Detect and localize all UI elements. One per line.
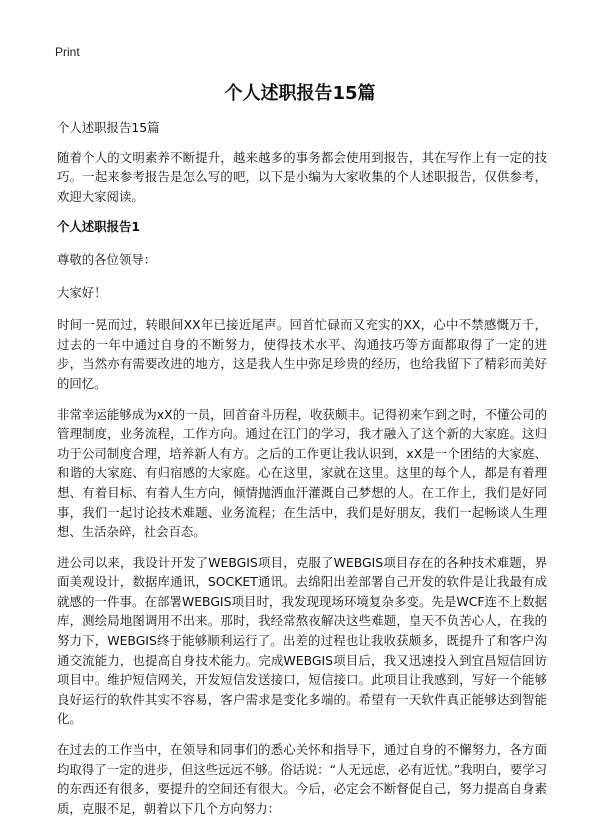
section-heading: 个人述职报告1 xyxy=(57,219,140,235)
document-subtitle: 个人述职报告15篇 xyxy=(57,120,160,135)
body-paragraph-1: 时间一晃而过，转眼间XX年已接近尾声。回首忙碌而又充实的XX，心中不禁感慨万千，过去的一年中通过自身的不断努力，使得技术水平、沟通技巧等方面都取得了一定的进步，当然亦有需要改进的地方，这是我人生中弥足珍贵的经历，也给我留下了精彩而美好的回忆。 xyxy=(57,317,547,391)
greeting: 大家好！ xyxy=(57,284,107,300)
print-link[interactable]: Print xyxy=(55,45,80,59)
body-paragraph-4: 在过去的工作当中，在领导和同事们的悉心关怀和指导下，通过自身的不懈努力，各方面均取得了一定的进步，但这些远远不够。俗话说：“人无远虑，必有近忧。”我明白，要学习的东西还有很多，要提升的空间还有很大。今后，必定会不断督促自己，努力提高自身素质，克服不足，朝着以下几个方向努力： xyxy=(57,742,547,816)
salutation: 尊敬的各位领导： xyxy=(57,251,157,267)
document-body xyxy=(57,118,547,829)
intro-paragraph: 随着个人的文明素养不断提升，越来越多的事务都会使用到报告，其在写作上有一定的技巧。一起来参考报告是怎么写的吧，以下是小编为大家收集的个人述职报告，仅供参考，欢迎大家阅读。 xyxy=(57,149,547,204)
body-paragraph-2: 非常幸运能够成为xX的一员，回首奋斗历程，收获颇丰。记得初来乍到之时，不懂公司的管理制度，业务流程，工作方向。通过在江门的学习，我才融入了这个新的大家庭。这归功于公司制度合理，培养新人有方。之后的工作更让我认识到，xX是一个团结的大家庭、和谐的大家庭、有归宿感的大家庭。心在这里，家就在这里。这里的每个人，都是有着理想、有着目标、有着人生方向，倾情抛洒血汗灌溉自己梦想的人。在工作上，我们是好同事，我们一起讨论技术难题、业务流程；在生活中，我们是好朋友，我们一起畅谈人生理想、生活杂碎，社会百态。 xyxy=(57,406,547,540)
page-title: 个人述职报告15篇 xyxy=(224,83,376,104)
body-paragraph-3: 进公司以来，我设计开发了WEBGIS项目，克服了WEBGIS项目存在的各种技术难题，界面美观设计，数据库通讯，SOCKET通讯。去绵阳出差部署自己开发的软件是让我最有成就感的一件事。在部署WEBGIS项目时，我发现现场环境复杂多变。先是WCF连不上数据库，测绘局地图调用不出来。那时，我经常熬夜解决这些难题，皇天不负苦心人，在我的努力下，WEBGIS终于能够顺利运行了。出差的过程也让我收获颇多，既提升了和客户沟通交流能力，也提高自身技术能力。完成WEBGIS项目后，我又迅速投入到宜昌短信回访项目中。维护短信网关，开发短信发送接口，短信接口。此项目让我感到，写好一个能够良好运行的软件其实不容易，客户需求是变化多端的。希望有一天软件真正能够达到智能化。 xyxy=(57,554,547,727)
